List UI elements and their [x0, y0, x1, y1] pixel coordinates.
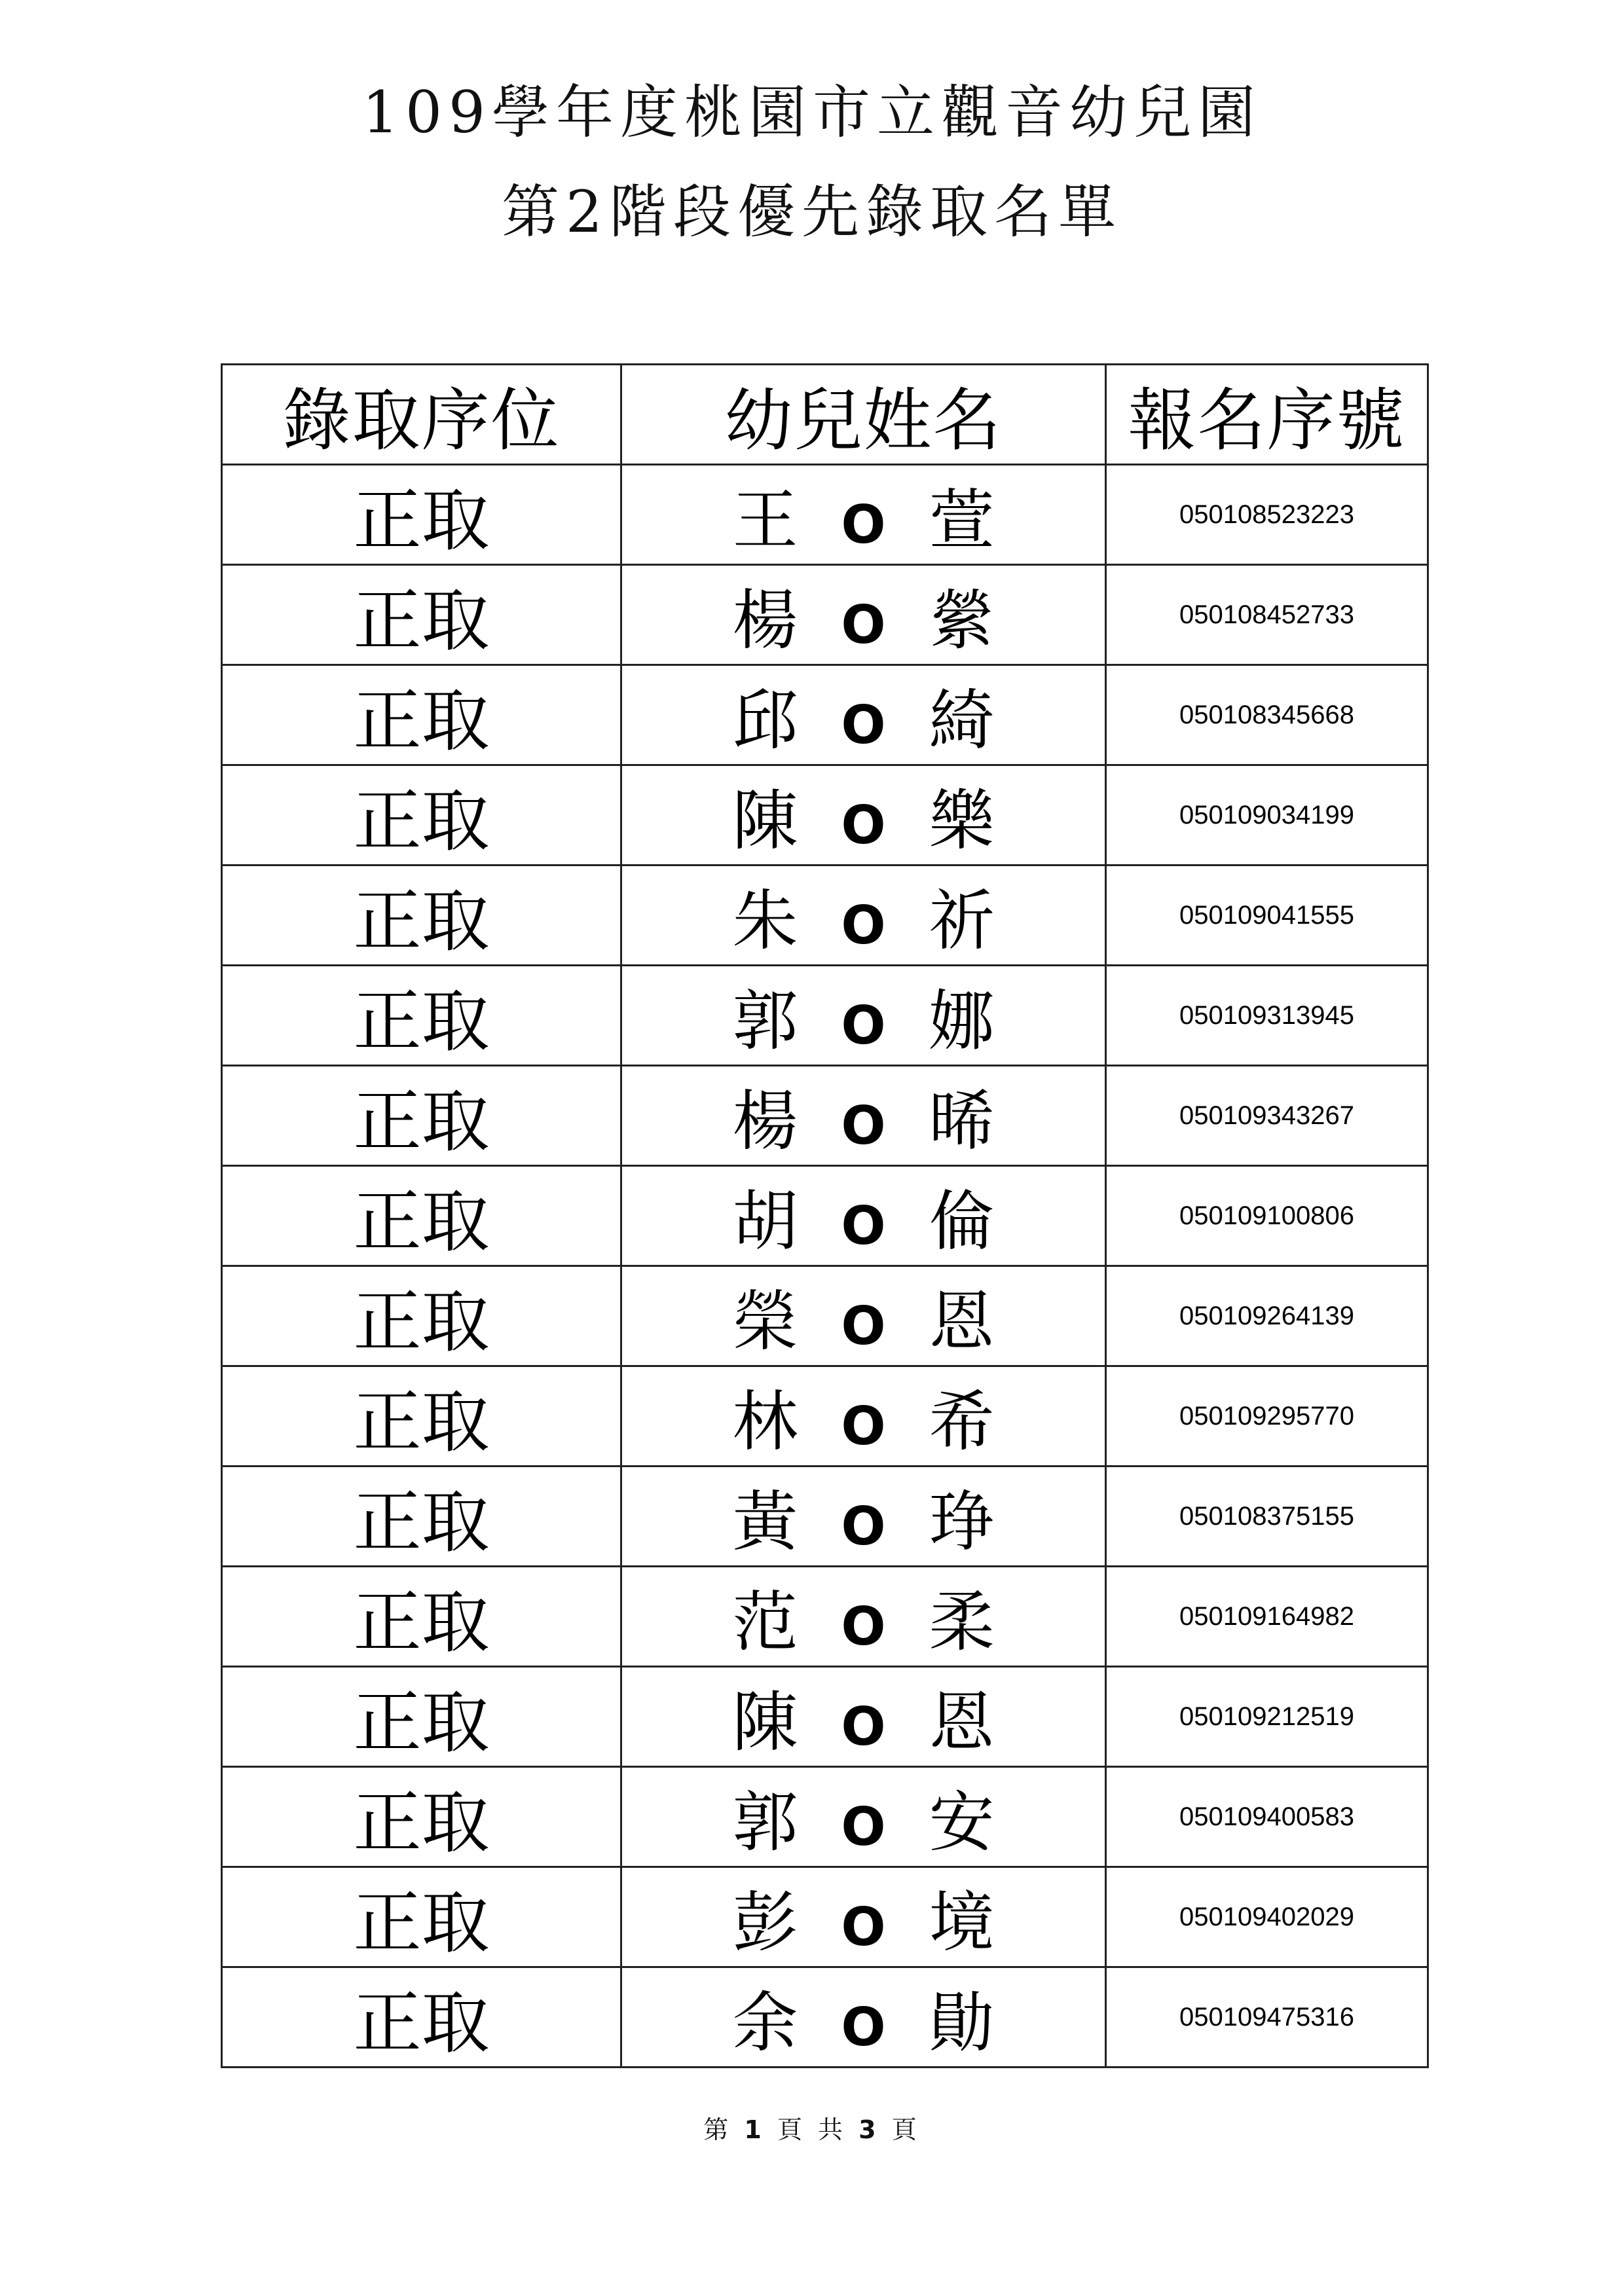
child-name-given: 勛 — [929, 1984, 995, 2061]
registration-serial: 050109212519 — [1106, 1667, 1428, 1767]
child-name-given: 安 — [929, 1784, 995, 1861]
child-name — [621, 1166, 1106, 1266]
child-name-middle: O — [841, 795, 886, 856]
table-header-row — [222, 365, 1428, 465]
admission-rank: 正取 — [222, 1967, 621, 2068]
child-name-given: 晞 — [929, 1083, 995, 1159]
table-row — [222, 866, 1428, 966]
child-name-surname: 王 — [732, 482, 798, 558]
admission-rank: 正取 — [222, 765, 621, 866]
registration-serial: 050109343267 — [1106, 1066, 1428, 1166]
child-name-given: 恩 — [929, 1684, 995, 1760]
child-name — [621, 1366, 1106, 1467]
child-name-given: 柔 — [929, 1584, 995, 1660]
registration-serial: 050109034199 — [1106, 765, 1428, 866]
child-name — [621, 866, 1106, 966]
child-name-middle: O — [841, 1796, 886, 1857]
registration-serial: 050109400583 — [1106, 1767, 1428, 1867]
footer-page-current: 1 — [744, 2115, 766, 2144]
admission-rank: 正取 — [222, 465, 621, 565]
child-name-given: 境 — [929, 1884, 995, 1961]
table-row — [222, 465, 1428, 565]
child-name-middle: O — [841, 1095, 886, 1156]
child-name — [621, 1066, 1106, 1166]
table-row — [222, 765, 1428, 866]
admission-rank: 正取 — [222, 1066, 621, 1166]
admission-rank: 正取 — [222, 1767, 621, 1867]
child-name-given: 萱 — [929, 482, 995, 558]
child-name-middle: O — [841, 895, 886, 956]
table-row — [222, 565, 1428, 665]
child-name — [621, 465, 1106, 565]
table-row — [222, 1867, 1428, 1967]
table-row — [222, 1366, 1428, 1467]
child-name — [621, 1767, 1106, 1867]
child-name-given: 祈 — [929, 883, 995, 959]
header-child-name: 幼兒姓名 — [621, 365, 1106, 465]
child-name — [621, 765, 1106, 866]
table-row — [222, 1767, 1428, 1867]
child-name-surname: 林 — [732, 1383, 798, 1460]
table-row — [222, 1967, 1428, 2068]
table-row — [222, 1467, 1428, 1567]
admission-rank: 正取 — [222, 1266, 621, 1366]
table-row — [222, 966, 1428, 1066]
child-name — [621, 966, 1106, 1066]
child-name-middle: O — [841, 1997, 886, 2058]
child-name-surname: 楊 — [732, 1083, 798, 1159]
child-name-given: 綺 — [929, 682, 995, 759]
footer-middle: 頁 共 — [777, 2115, 847, 2144]
registration-serial: 050109402029 — [1106, 1867, 1428, 1967]
footer-suffix: 頁 — [891, 2115, 921, 2144]
child-name-middle: O — [841, 1195, 886, 1256]
admission-rank: 正取 — [222, 1467, 621, 1567]
child-name-middle: O — [841, 1396, 886, 1457]
table-row — [222, 1166, 1428, 1266]
child-name — [621, 1467, 1106, 1567]
admission-rank: 正取 — [222, 966, 621, 1066]
registration-serial: 050109164982 — [1106, 1567, 1428, 1667]
registration-serial: 050109313945 — [1106, 966, 1428, 1066]
registration-serial: 050108523223 — [1106, 465, 1428, 565]
table-row — [222, 1266, 1428, 1366]
child-name-surname: 榮 — [732, 1283, 798, 1360]
child-name-middle: O — [841, 695, 886, 756]
child-name-middle: O — [841, 1296, 886, 1357]
child-name-surname: 邱 — [732, 682, 798, 759]
child-name-surname: 朱 — [732, 883, 798, 959]
child-name-middle: O — [841, 594, 886, 655]
child-name-middle: O — [841, 1596, 886, 1657]
child-name-middle: O — [841, 494, 886, 555]
page-footer — [0, 2109, 1624, 2145]
registration-serial: 050108452733 — [1106, 565, 1428, 665]
admission-rank: 正取 — [222, 665, 621, 765]
table-row — [222, 1066, 1428, 1166]
admission-rank: 正取 — [222, 1166, 621, 1266]
registration-serial: 050109475316 — [1106, 1967, 1428, 2068]
child-name-given: 倫 — [929, 1183, 995, 1260]
footer-prefix: 第 — [703, 2115, 733, 2144]
admission-rank: 正取 — [222, 1366, 621, 1467]
table-body — [222, 465, 1428, 2068]
child-name — [621, 665, 1106, 765]
registration-serial: 050108375155 — [1106, 1467, 1428, 1567]
registration-serial: 050109100806 — [1106, 1166, 1428, 1266]
header-rank: 錄取序位 — [222, 365, 621, 465]
child-name-given: 希 — [929, 1383, 995, 1460]
child-name-surname: 楊 — [732, 582, 798, 659]
child-name-middle: O — [841, 1897, 886, 1958]
child-name — [621, 1667, 1106, 1767]
child-name — [621, 1867, 1106, 1967]
child-name-surname: 彭 — [732, 1884, 798, 1961]
child-name-surname: 黃 — [732, 1484, 798, 1560]
registration-serial: 050109295770 — [1106, 1366, 1428, 1467]
child-name — [621, 565, 1106, 665]
child-name-given: 琤 — [929, 1484, 995, 1560]
child-name — [621, 1967, 1106, 2068]
child-name-middle: O — [841, 995, 886, 1056]
registration-serial: 050108345668 — [1106, 665, 1428, 765]
child-name-given: 恩 — [929, 1283, 995, 1360]
admission-rank: 正取 — [222, 866, 621, 966]
document-title: 109學年度桃園市立觀音幼兒園 — [362, 79, 1262, 146]
document-subtitle: 第2階段優先錄取名單 — [502, 178, 1122, 246]
header-serial: 報名序號 — [1106, 365, 1428, 465]
child-name-surname: 郭 — [732, 983, 798, 1059]
child-name-surname: 范 — [732, 1584, 798, 1660]
child-name-middle: O — [841, 1696, 886, 1757]
child-name — [621, 1567, 1106, 1667]
admission-rank: 正取 — [222, 1867, 621, 1967]
table-row — [222, 1567, 1428, 1667]
child-name-given: 娜 — [929, 983, 995, 1059]
table-row — [222, 1667, 1428, 1767]
child-name-surname: 郭 — [732, 1784, 798, 1861]
child-name-surname: 余 — [732, 1984, 798, 2061]
admission-rank: 正取 — [222, 1667, 621, 1767]
child-name — [621, 1266, 1106, 1366]
child-name-surname: 胡 — [732, 1183, 798, 1260]
child-name-surname: 陳 — [732, 1684, 798, 1760]
footer-page-total: 3 — [858, 2115, 880, 2144]
child-name-middle: O — [841, 1496, 886, 1557]
admission-rank: 正取 — [222, 565, 621, 665]
child-name-given: 縈 — [929, 582, 995, 659]
admission-rank: 正取 — [222, 1567, 621, 1667]
admission-table — [221, 363, 1429, 2068]
table-row — [222, 665, 1428, 765]
registration-serial: 050109264139 — [1106, 1266, 1428, 1366]
child-name-given: 樂 — [929, 782, 995, 859]
child-name-surname: 陳 — [732, 782, 798, 859]
registration-serial: 050109041555 — [1106, 866, 1428, 966]
